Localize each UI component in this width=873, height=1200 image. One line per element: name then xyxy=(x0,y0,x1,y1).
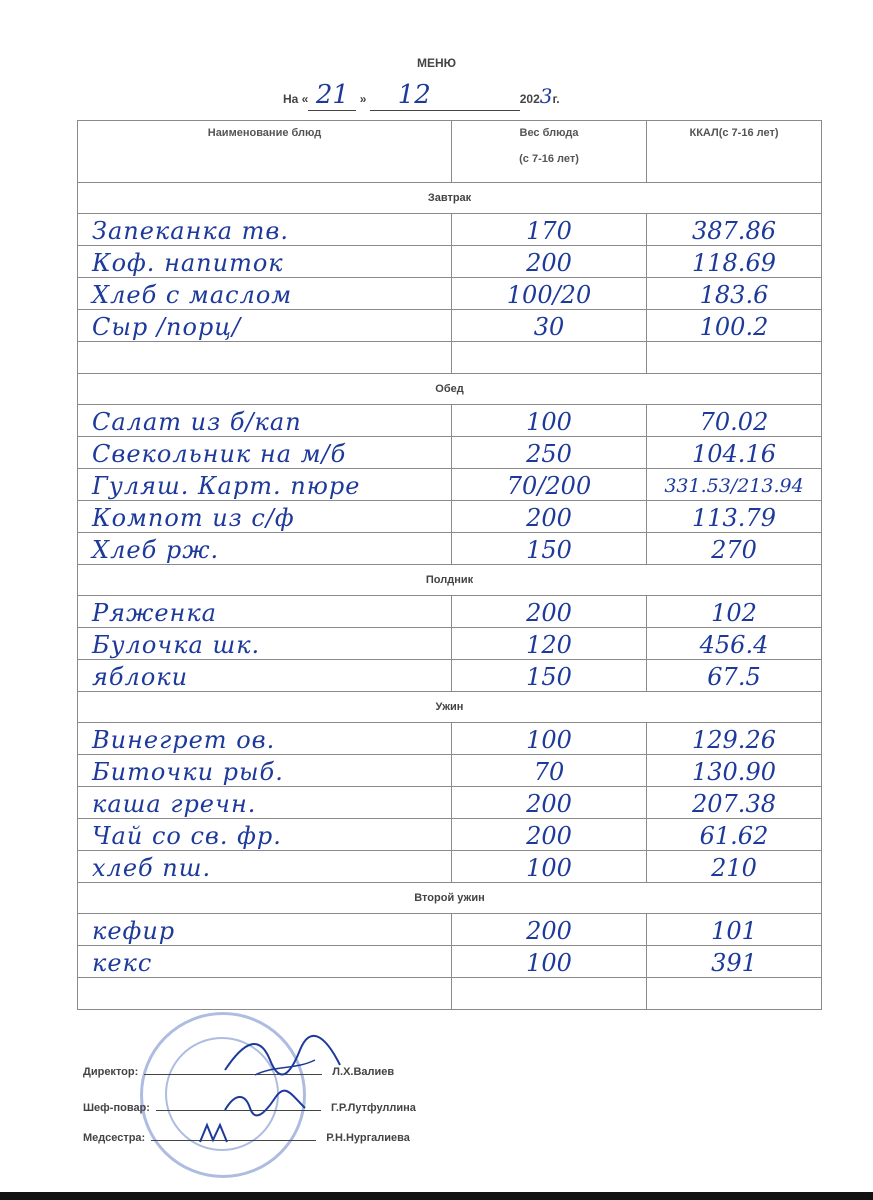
table-header-row xyxy=(78,121,822,183)
dish-kcal: 207.38 xyxy=(647,787,822,819)
dish-kcal: 129.26 xyxy=(647,723,822,755)
scan-edge-bar xyxy=(0,1192,873,1200)
dish-weight: 100/20 xyxy=(452,278,647,310)
dish-weight: 100 xyxy=(452,946,647,978)
signature-role: Медсестра: xyxy=(83,1132,146,1144)
dish-weight: 100 xyxy=(452,723,647,755)
table-row xyxy=(78,628,822,660)
section-title: Ужин xyxy=(78,692,822,723)
dish-kcal: 100.2 xyxy=(647,310,822,342)
table-row xyxy=(78,660,822,692)
dish-weight: 150 xyxy=(452,660,647,692)
dish-name: Булочка шк. xyxy=(78,628,452,660)
section-lunch xyxy=(78,374,822,405)
dish-name: Ряженка xyxy=(78,596,452,628)
date-month: 12 xyxy=(397,80,431,110)
signature-name: Г.Р.Лутфуллина xyxy=(330,1102,416,1114)
section-title: Полдник xyxy=(78,565,822,596)
dish-name: Запеканка тв. xyxy=(78,214,452,246)
header-weight xyxy=(452,121,647,183)
table-row xyxy=(78,405,822,437)
dish-kcal: 130.90 xyxy=(647,755,822,787)
date-mid: » xyxy=(359,92,367,106)
dish-name: яблоки xyxy=(78,660,452,692)
dish-name: Салат из б/кап xyxy=(78,405,452,437)
header-weight-age: (с 7-16 лет) xyxy=(519,153,579,165)
table-row xyxy=(78,501,822,533)
dish-name: Компот из с/ф xyxy=(78,501,452,533)
table-row xyxy=(78,851,822,883)
dish-name: каша гречн. xyxy=(78,787,452,819)
dish-kcal: 118.69 xyxy=(647,246,822,278)
year-prefix: 202 xyxy=(519,92,540,106)
year-digit: 3 xyxy=(539,84,553,108)
dish-weight: 200 xyxy=(452,501,647,533)
dish-name: Чай со св. фр. xyxy=(78,819,452,851)
dish-kcal: 387.86 xyxy=(647,214,822,246)
table-row xyxy=(78,437,822,469)
menu-table xyxy=(77,120,822,1010)
header-kcal: ККАЛ(с 7-16 лет) xyxy=(647,121,822,183)
dish-kcal: 102 xyxy=(647,596,822,628)
table-row xyxy=(78,246,822,278)
signature-role: Директор: xyxy=(83,1066,139,1078)
table-row xyxy=(78,755,822,787)
dish-weight: 250 xyxy=(452,437,647,469)
dish-kcal: 183.6 xyxy=(647,278,822,310)
dish-kcal: 456.4 xyxy=(647,628,822,660)
dish-name: хлеб пш. xyxy=(78,851,452,883)
dish-kcal: 101 xyxy=(647,914,822,946)
table-row xyxy=(78,533,822,565)
dish-name: кефир xyxy=(78,914,452,946)
table-row xyxy=(78,914,822,946)
signature-role: Шеф-повар: xyxy=(83,1102,150,1114)
signature-nurse xyxy=(83,1132,410,1144)
dish-weight: 200 xyxy=(452,246,647,278)
table-row xyxy=(78,278,822,310)
table-row xyxy=(78,819,822,851)
signature-name: Л.Х.Валиев xyxy=(332,1066,395,1078)
dish-weight: 30 xyxy=(452,310,647,342)
dish-name: Коф. напиток xyxy=(78,246,452,278)
director-signature-scribble xyxy=(215,1030,350,1085)
section-title: Второй ужин xyxy=(78,883,822,914)
dish-weight: 150 xyxy=(452,533,647,565)
dish-kcal: 61.62 xyxy=(647,819,822,851)
dish-name: Сыр /порц/ xyxy=(78,310,452,342)
empty-row xyxy=(78,978,822,1010)
section-title: Обед xyxy=(78,374,822,405)
nurse-signature-scribble xyxy=(195,1120,235,1148)
dish-name: Хлеб рж. xyxy=(78,533,452,565)
dish-name: Винегрет ов. xyxy=(78,723,452,755)
dish-kcal: 270 xyxy=(647,533,822,565)
year-suffix: г. xyxy=(552,92,560,106)
dish-kcal: 391 xyxy=(647,946,822,978)
dish-weight: 100 xyxy=(452,405,647,437)
dish-weight: 200 xyxy=(452,596,647,628)
table-row xyxy=(78,214,822,246)
header-dish-name: Наименование блюд xyxy=(78,121,452,183)
table-row xyxy=(78,946,822,978)
dish-weight: 200 xyxy=(452,787,647,819)
dish-name: Гуляш. Карт. пюре xyxy=(78,469,452,501)
dish-kcal: 70.02 xyxy=(647,405,822,437)
dish-name: Биточки рыб. xyxy=(78,755,452,787)
section-snack xyxy=(78,565,822,596)
dish-kcal: 331.53/213.94 xyxy=(647,469,822,501)
section-second-dinner xyxy=(78,883,822,914)
date-day: 21 xyxy=(315,80,349,110)
header-weight-label: Вес блюда xyxy=(519,127,579,139)
dish-kcal: 67.5 xyxy=(647,660,822,692)
dish-name: кекс xyxy=(78,946,452,978)
dish-kcal: 113.79 xyxy=(647,501,822,533)
dish-weight: 200 xyxy=(452,819,647,851)
section-dinner xyxy=(78,692,822,723)
dish-weight: 70 xyxy=(452,755,647,787)
table-row xyxy=(78,596,822,628)
table-row xyxy=(78,787,822,819)
section-title: Завтрак xyxy=(78,183,822,214)
chef-signature-scribble xyxy=(220,1088,310,1118)
empty-row xyxy=(78,342,822,374)
document-title: МЕНЮ xyxy=(416,56,457,70)
dish-kcal: 104.16 xyxy=(647,437,822,469)
dish-weight: 120 xyxy=(452,628,647,660)
date-line xyxy=(283,80,560,111)
table-row xyxy=(78,723,822,755)
date-prefix: На « xyxy=(283,92,309,106)
section-breakfast xyxy=(78,183,822,214)
dish-name: Хлеб с маслом xyxy=(78,278,452,310)
table-row xyxy=(78,310,822,342)
dish-weight: 100 xyxy=(452,851,647,883)
dish-name: Свекольник на м/б xyxy=(78,437,452,469)
table-row xyxy=(78,469,822,501)
dish-weight: 170 xyxy=(452,214,647,246)
signature-name: Р.Н.Нургалиева xyxy=(326,1132,410,1144)
dish-weight: 200 xyxy=(452,914,647,946)
dish-weight: 70/200 xyxy=(452,469,647,501)
dish-kcal: 210 xyxy=(647,851,822,883)
